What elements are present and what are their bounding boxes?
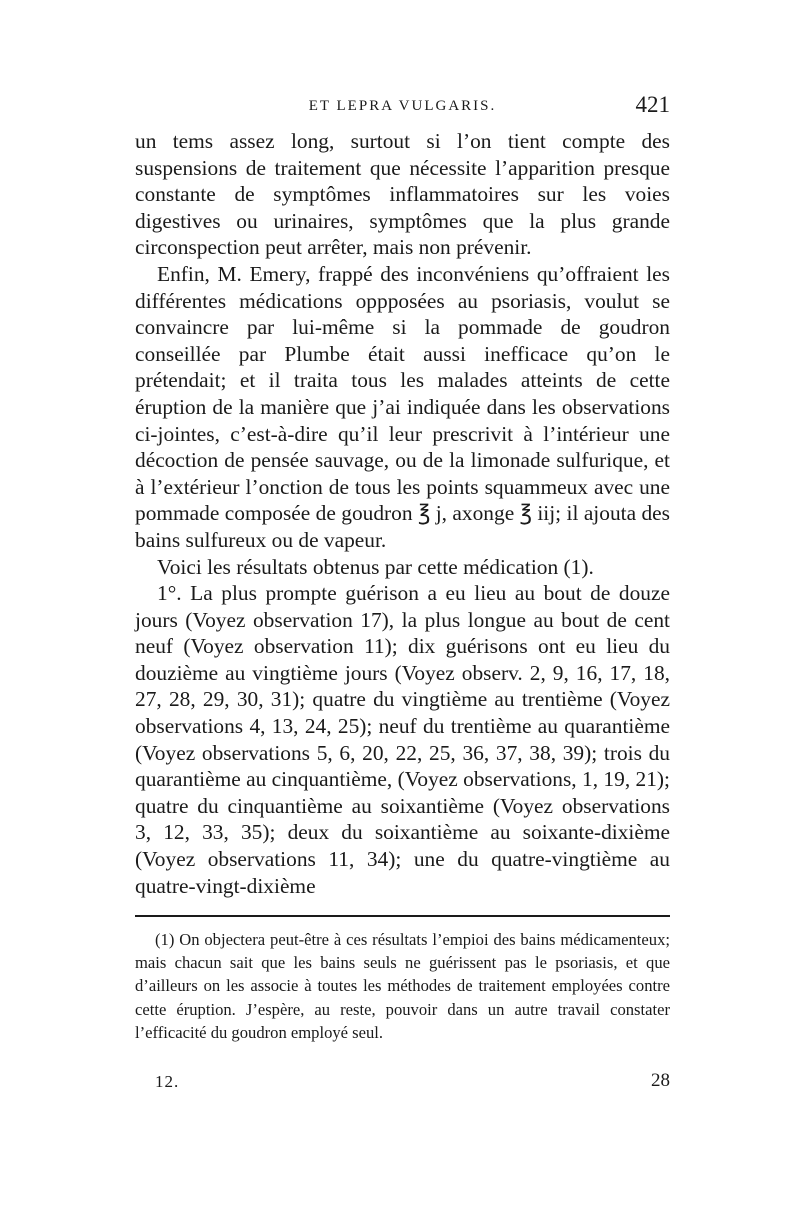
running-head: [135, 90, 670, 120]
paragraph-results-intro: Voici les résultats obtenus par cette médication (1).: [157, 554, 594, 579]
footnote: [135, 928, 670, 1044]
signature-mark: 12.: [155, 1072, 180, 1091]
running-title: ET LEPRA VULGARIS.: [308, 98, 497, 114]
footnote-separator: [135, 915, 670, 917]
page-number: 421: [635, 92, 670, 117]
paragraph-results-list: 1°. La plus prompte guérison a eu lieu au bout de douze jours (Voyez observation 17), la plus longue au bout de cent neuf (Voyez observation 11); dix guérisons ont eu lieu du douzième au vingtième jours (Voyez observ. 2, 9, 16, 17, 18, 27, 28, 29, 30, 31); quatre du vingtième au trentième (Voyez observations 4, 13, 24, 25); neuf du trentième au quarantième (Voyez observations 5, 6, 20, 22, 25, 36, 37, 38, 39); trois du quarantième au cinquantième, (Voyez observations, 1, 19, 21); quatre du cinquantième au soixantième (Voyez observations 3, 12, 33, 35); deux du soixantième au soixante-dixième (Voyez observations 11, 34); une du quatre-vingtième au quatre-vingt-dixième: [135, 581, 670, 898]
paragraph-continuation: un tems assez long, surtout si l’on tient compte des suspensions de traitement que nécessite l’apparition presque constante de symptômes inflammatoires sur les voies digestives ou urinaires, symptômes que la plus grande circonspection peut arrêter, mais non prévenir.: [135, 129, 670, 260]
folio-number: 28: [651, 1070, 670, 1091]
footnote-text: (1) On objectera peut-être à ces résultats l’empioi des bains médicamenteux; mais chacun sait que les bains seuls ne guérissent pas le psoriasis, et que d’ailleurs on les associe à toutes les méthodes de traitement employées contre cette éruption. J’espère, au reste, pouvoir dans un autre travail constater l’efficacité du goudron employé seul.: [135, 930, 670, 1042]
paragraph-emery: Enfin, M. Emery, frappé des inconvéniens qu’offraient les différentes médications oppposées au psoriasis, voulut se convaincre par lui-même si la pommade de goudron conseillée par Plumbe était aussi inefficace qu’on le prétendait; et il traita tous les malades atteints de cette éruption de la manière que j’ai indiquée dans les observations ci-jointes, c’est-à-dire qu’il leur prescrivit à l’intérieur une décoction de pensée sauvage, ou de la limonade sulfurique, et à l’extérieur l’onction de tous les points squammeux avec une pommade composée de goudron ℥ j, axonge ℥ iij; il ajouta des bains sulfureux ou de vapeur.: [135, 261, 670, 552]
body-text: [135, 128, 670, 899]
